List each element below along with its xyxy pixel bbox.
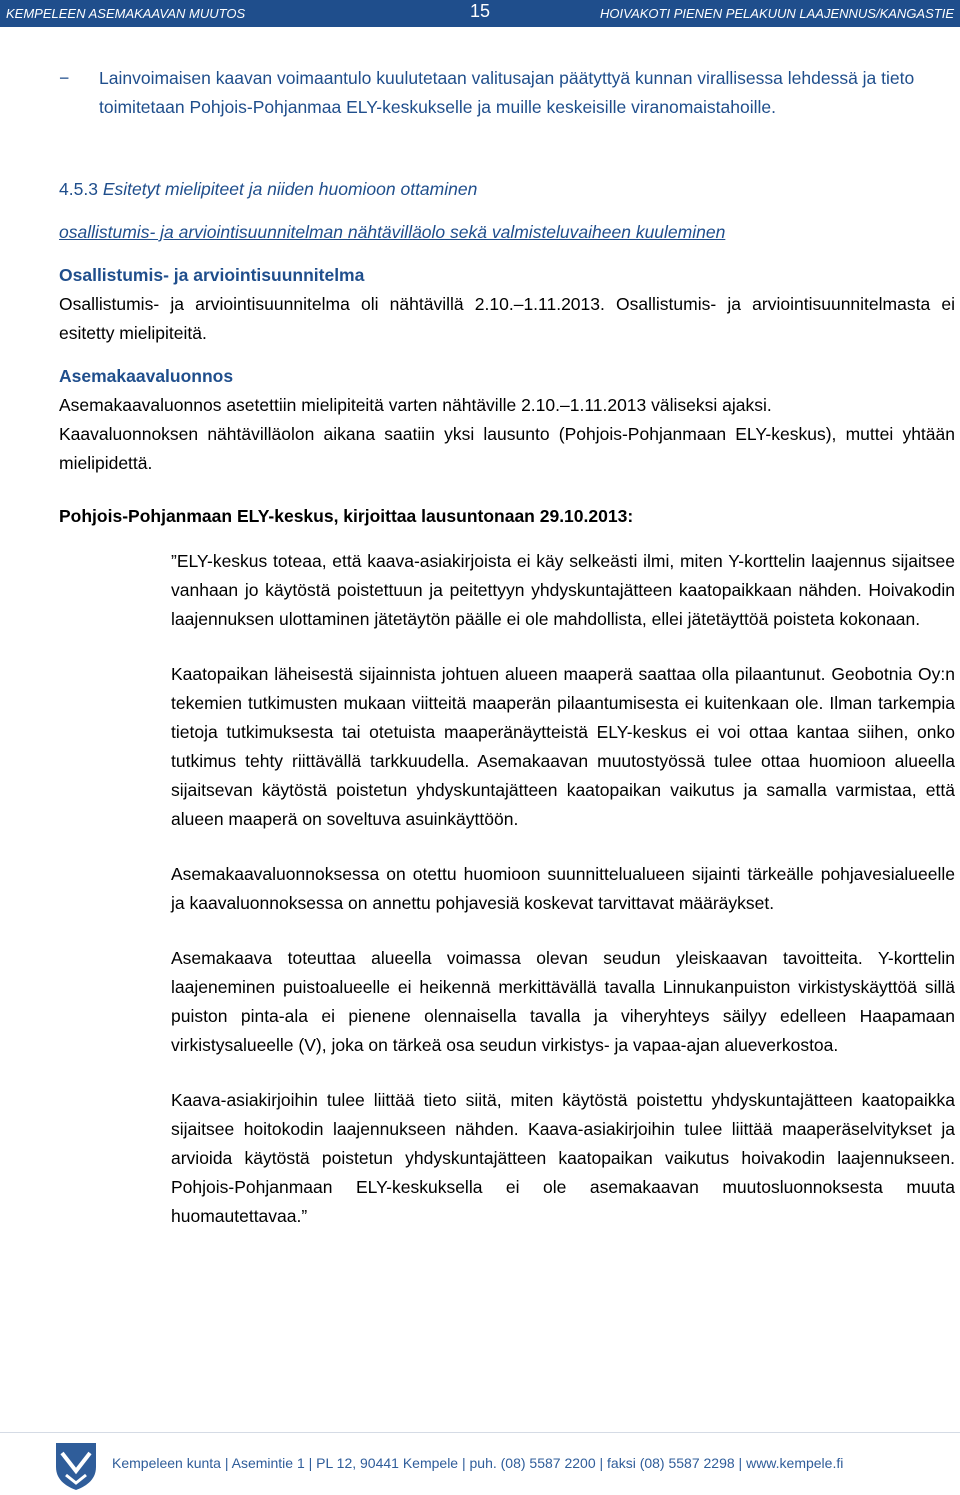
luonnos-text-1: Asemakaavaluonnos asetettiin mielipiteitä varten nähtäville 2.10.–1.11.2013 väliseksi ajaksi. bbox=[59, 395, 772, 415]
footer-contact-info: Kempeleen kunta | Asemintie 1 | PL 12, 90441 Kempele | puh. (08) 5587 2200 | faksi (08) 5587 2298 | www.kempele.fi bbox=[112, 1455, 844, 1471]
section-number: 4.5.3 bbox=[59, 179, 98, 199]
bullet-text: Lainvoimaisen kaavan voimaantulo kuulutetaan valitusajan päätyttyä kunnan virallisessa lehdessä ja tieto toimitetaan Pohjois-Pohjanmaa ELY-keskukselle ja muille keskeisille viranomaistahoille. bbox=[99, 68, 915, 117]
quote-paragraph-5: Kaava-asiakirjoihin tulee liittää tieto siitä, miten käytöstä poistettu yhdyskuntajätteen kaatopaikka sijaitsee hoitokodin laajennukseen nähden. Kaava-asiakirjoihin tulee liittää maaperäselvitykset ja arvioida käytöstä poistetun yhdyskuntajätteen kaatopaikan vaikutus hoivakodin laajennukseen. Pohjois-Pohjanmaan ELY-keskuksella ei ole asemakaavan muutosluonnoksesta muuta huomautettavaa.” bbox=[171, 1090, 955, 1226]
luonnos-text-2: Kaavaluonnoksen nähtävilläolon aikana saatiin yksi lausunto (Pohjois-Pohjanmaan ELY-keskus), muttei yhtään mielipidettä. bbox=[59, 424, 955, 473]
kempele-coat-of-arms-icon bbox=[54, 1441, 98, 1491]
page-number: 15 bbox=[469, 1, 491, 21]
list-item bbox=[59, 64, 955, 122]
luonnos-heading: Asemakaavaluonnos bbox=[59, 366, 234, 386]
header-document-title: KEMPELEEN ASEMAKAAVAN MUUTOS bbox=[6, 6, 246, 21]
ely-heading: Pohjois-Pohjanmaan ELY-keskus, kirjoittaa lausuntonaan 29.10.2013: bbox=[59, 506, 634, 526]
quote-paragraph-2: Kaatopaikan läheisestä sijainnista johtuen alueen maaperä saattaa olla pilaantunut. Geobotnia Oy:n tekemien tutkimusten mukaan viitteitä maaperän pilaantumisesta ei kuitenkaan ole. Ilman tarkempia tietoja tutkimuksesta tai otetuista maaperänäytteistä ELY-keskus ei voi ottaa kantaa siihen, onko tutkimus tehty riittävällä tarkkuudella. Asemakaavan muutostyössä tulee ottaa huomioon alueella sijaitsevan käytöstä poistetun yhdyskuntajätteen kaatopaikan vaikutus ja samalla varmistaa, että alueen maaperä on soveltuva asuinkäyttöön. bbox=[171, 664, 955, 829]
section-heading bbox=[59, 175, 955, 204]
section-title: Esitetyt mielipiteet ja niiden huomioon ottaminen bbox=[102, 179, 478, 199]
oas-text: Osallistumis- ja arviointisuunnitelma oli nähtävillä 2.10.–1.11.2013. Osallistumis- ja arviointisuunnitelmasta ei esitetty mielipiteitä. bbox=[59, 294, 955, 343]
page-content bbox=[59, 64, 955, 1231]
section-subtitle: osallistumis- ja arviointisuunnitelman nähtävilläolo sekä valmisteluvaiheen kuuleminen bbox=[59, 222, 726, 242]
page-header bbox=[0, 0, 960, 27]
quote-paragraph-3: Asemakaavaluonnoksessa on otettu huomioon suunnittelualueen sijainti tärkeälle pohjavesialueelle ja kaavaluonnoksessa on annettu pohjavesiä koskevat tarvittavat määräykset. bbox=[171, 864, 955, 913]
quote-paragraph-1: ”ELY-keskus toteaa, että kaava-asiakirjoista ei käy selkeästi ilmi, miten Y-korttelin laajennus sijaitsee vanhaan jo käytöstä poistettuun ja peitettyyn yhdyskuntajätteen kaatopaikkaan nähden. Hoivakodin laajennuksen ulottaminen jätetäytön päälle ei ole mahdollista, ellei jätetäyttöä poisteta kokonaan. bbox=[171, 551, 955, 629]
bullet-dash: − bbox=[59, 68, 70, 88]
page-footer bbox=[0, 1432, 960, 1495]
quote-paragraph-4: Asemakaava toteuttaa alueella voimassa olevan seudun yleiskaavan tavoitteita. Y-korttelin laajeneminen puistoalueelle ei heikennä merkittävällä tavalla Linnukanpuiston virkistyskäyttöä sillä puiston pinta-ala ei pienene olennaisella tavalla ja viheryhteys säilyy edelleen Haapamaan virkistysalueelle (V), joka on tärkeä osa seudun virkistys- ja vapaa-ajan alueverkostoa. bbox=[171, 948, 955, 1055]
header-project-title: HOIVAKOTI PIENEN PELAKUUN LAAJENNUS/KANGASTIE bbox=[600, 6, 954, 21]
oas-heading: Osallistumis- ja arviointisuunnitelma bbox=[59, 265, 365, 285]
ely-statement-quote bbox=[171, 547, 955, 1231]
